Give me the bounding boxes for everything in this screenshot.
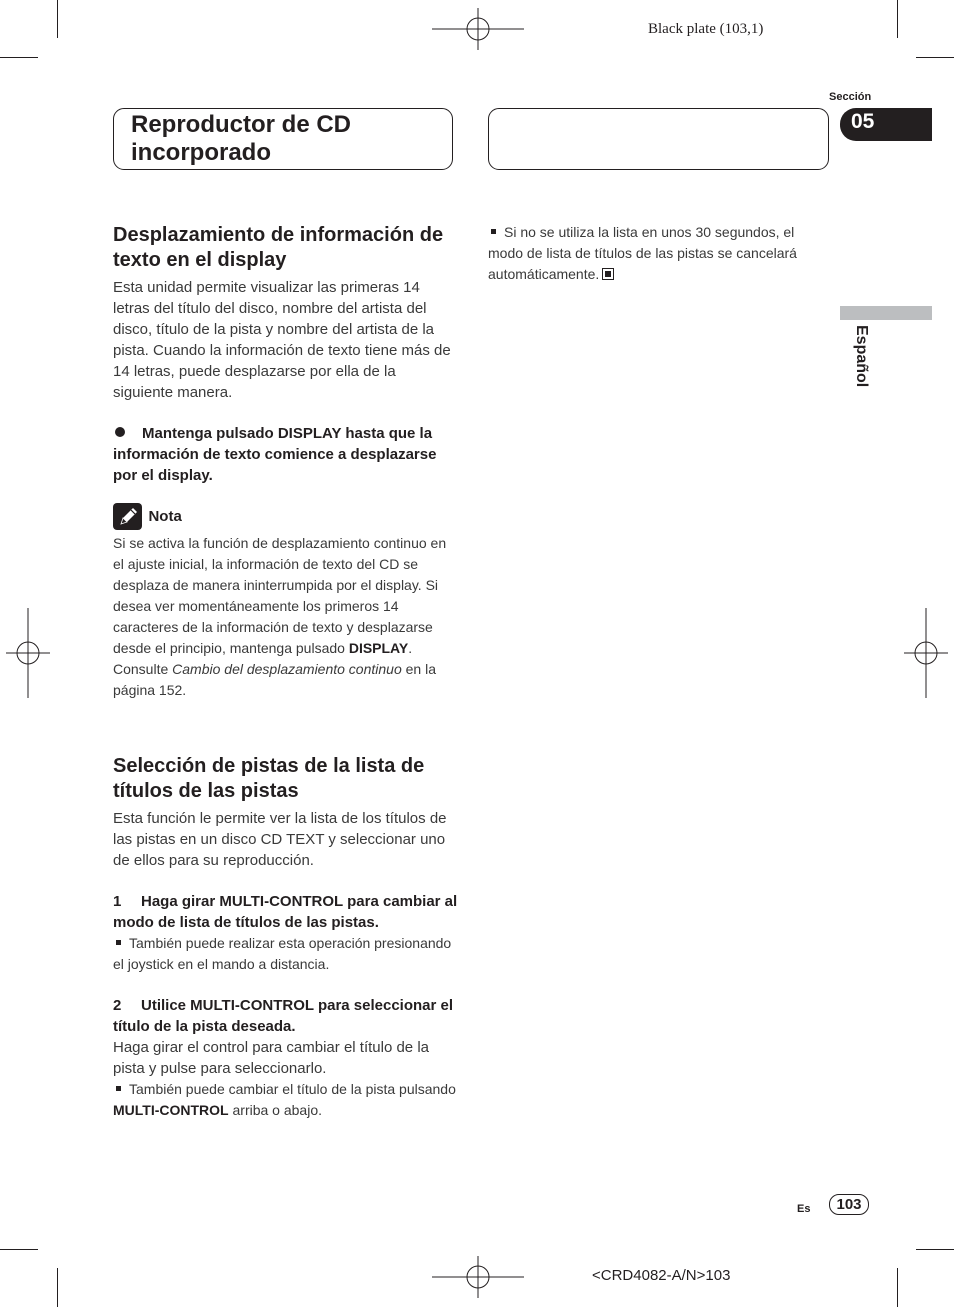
section-label: Sección	[829, 91, 872, 103]
tip-text: También puede realizar esta operación presionando el joystick en el mando a distancia.	[113, 935, 452, 972]
step-2	[113, 995, 458, 1037]
bullet-square-icon	[491, 229, 496, 234]
crop-mark	[897, 0, 898, 38]
note-cross-reference: Cambio del desplazamiento continuo	[172, 661, 402, 677]
registration-mark-left	[6, 608, 50, 698]
tip-text-bold: MULTI-CONTROL	[113, 1102, 229, 1118]
section-scroll	[113, 223, 458, 701]
language-label: Español	[853, 325, 870, 388]
section-intro: Esta unidad permite visualizar las primeras 14 letras del título del disco, nombre del artista del disco, título de la pista y nombre del artista de la pista. Cuando la información de texto tiene más de 14 letras, puede desplazarse por ella de la siguiente manera.	[113, 279, 451, 401]
language-code: Es	[797, 1203, 811, 1215]
instruction-text: Mantenga pulsado DISPLAY hasta que la información de texto comience a desplazarse por el display.	[113, 425, 437, 484]
instruction	[113, 423, 458, 486]
tip-text: También puede cambiar el título de la pista pulsando	[129, 1081, 456, 1097]
tip-text: Si no se utiliza la lista en unos 30 segundos, el modo de lista de títulos de las pistas se cancelará automáticamente.	[488, 224, 797, 282]
crop-mark	[57, 1268, 58, 1307]
language-tab-bar	[840, 306, 932, 320]
auto-cancel-tip	[488, 222, 828, 285]
step-text: Utilice MULTI-CONTROL para seleccionar el título de la pista deseada.	[113, 997, 454, 1035]
plate-label: Black plate (103,1)	[648, 21, 764, 37]
language-tab	[834, 325, 884, 405]
section-heading: Desplazamiento de información de texto en el display	[113, 224, 444, 271]
crop-mark	[916, 57, 954, 58]
crop-mark	[0, 1249, 38, 1250]
crop-mark	[897, 1268, 898, 1307]
crop-mark	[57, 0, 58, 38]
step-1	[113, 891, 458, 933]
note-title: Nota	[148, 508, 182, 525]
crop-mark	[916, 1249, 954, 1250]
end-of-section-icon	[602, 268, 614, 280]
step-number: 1	[113, 893, 122, 910]
note-text-part: Si se activa la función de desplazamiento continuo en el ajuste inicial, la información de texto del CD se desplaza de manera ininterrumpida por el display. Si desea ver momentáneamente los primeros 14 caracteres de la información de texto y desplazarse desde el principio, mantenga pulsado	[113, 535, 447, 656]
step-2-tip	[113, 1079, 458, 1121]
bullet-dot-icon	[115, 427, 125, 437]
note-text-bold: DISPLAY	[348, 640, 409, 656]
note-text-part: en la página 152.	[113, 661, 436, 698]
registration-mark-top	[432, 8, 524, 50]
pencil-note-icon	[113, 503, 142, 530]
step-number: 2	[113, 997, 122, 1014]
empty-header-box	[488, 108, 829, 170]
page-number: 103	[829, 1194, 869, 1215]
crop-mark	[0, 57, 38, 58]
step-text: Haga girar MULTI-CONTROL para cambiar al modo de lista de títulos de las pistas.	[113, 893, 458, 931]
note-text-part: . Consulte	[113, 640, 413, 677]
tip-text: arriba o abajo.	[228, 1102, 323, 1118]
bullet-square-icon	[116, 1086, 121, 1091]
note-header	[113, 503, 458, 533]
bullet-square-icon	[116, 940, 121, 945]
section-number: 05	[851, 110, 875, 133]
section-heading: Selección de pistas de la lista de títulos de las pistas	[113, 755, 425, 802]
job-code: <CRD4082-A/N>103	[592, 1267, 731, 1284]
registration-mark-right	[904, 608, 948, 698]
section-intro: Esta función le permite ver la lista de los títulos de las pistas en un disco CD TEXT y seleccionar uno de ellos para su reproducción.	[113, 810, 447, 869]
right-column-tip	[488, 222, 828, 285]
step-2-body: Haga girar el control para cambiar el título de la pista y pulse para seleccionarlo.	[113, 1039, 429, 1077]
section-track-list	[113, 754, 458, 1121]
step-1-tip	[113, 933, 458, 975]
page-title: Reproductor de CD incorporado	[131, 111, 352, 166]
note-text	[113, 533, 458, 701]
registration-mark-bottom	[432, 1256, 524, 1298]
